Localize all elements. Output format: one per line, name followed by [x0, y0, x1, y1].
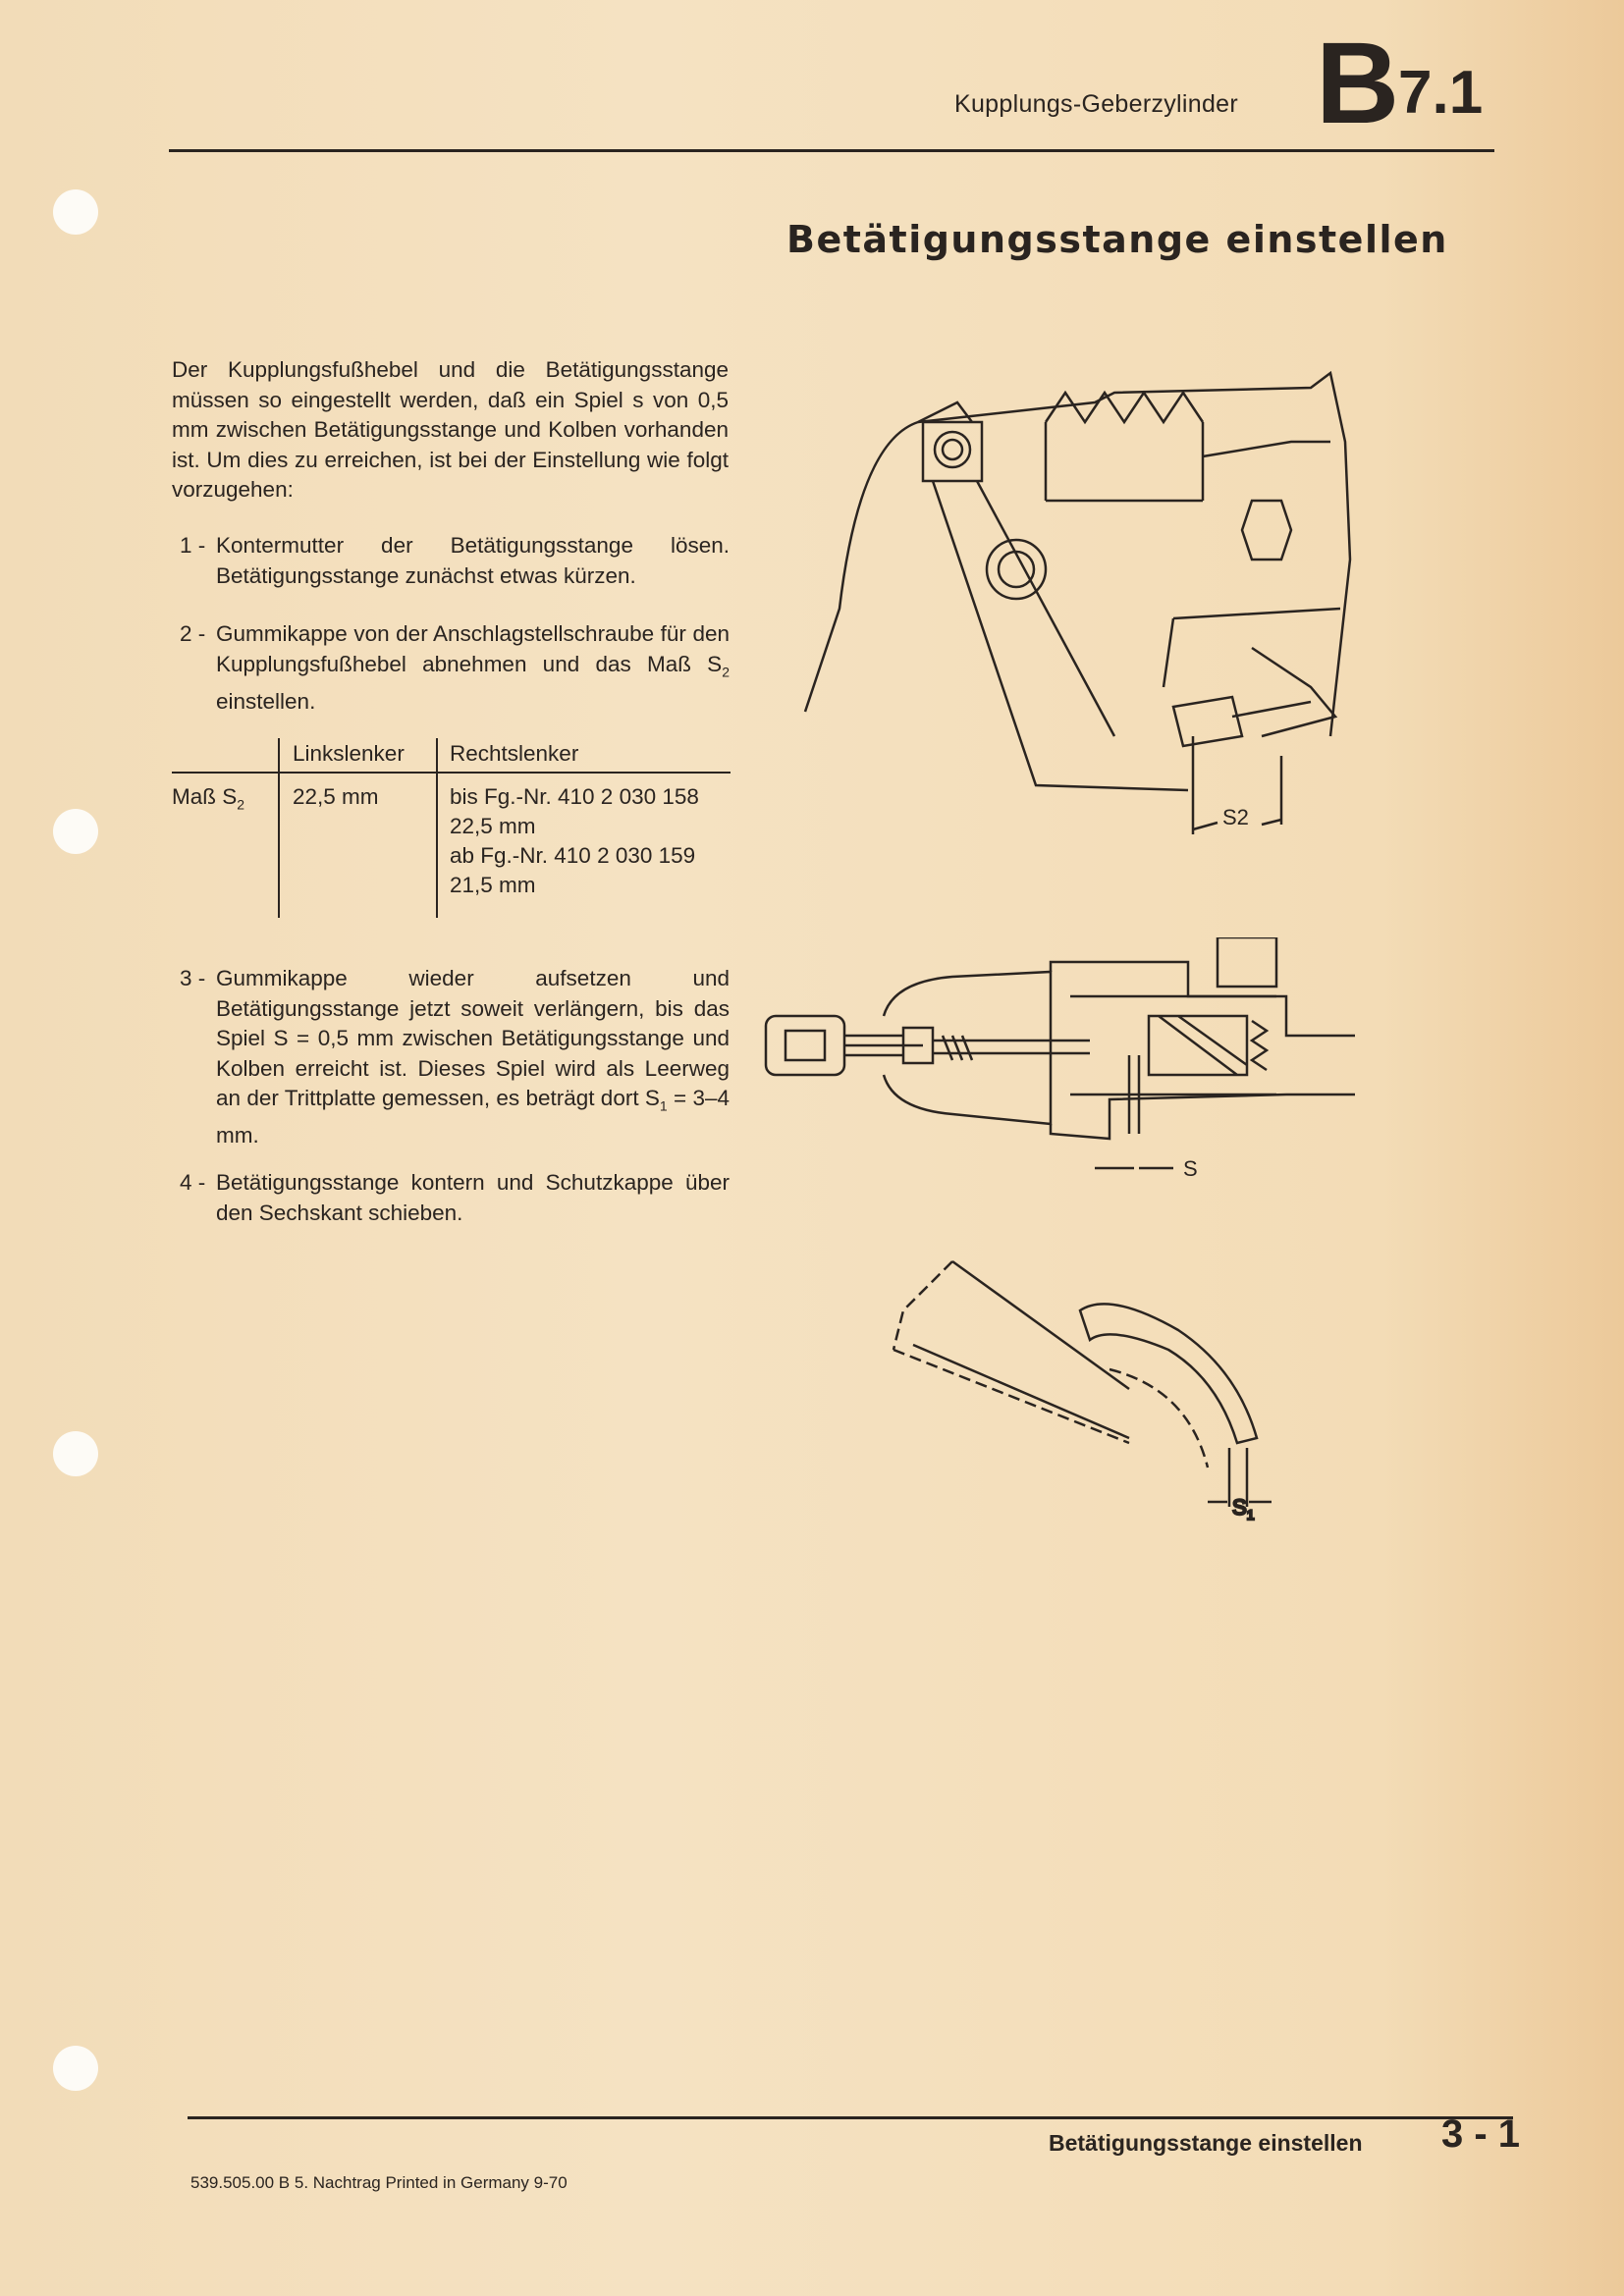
- footer-rule: [188, 2116, 1513, 2119]
- row-label: Maß $S_2$: [172, 784, 245, 813]
- right-value: 21,5 mm: [450, 873, 536, 897]
- step-number: 3 -: [180, 966, 206, 990]
- right-value: bis Fg.-Nr. 410 2 030 158: [450, 784, 699, 809]
- step-4: [180, 1168, 730, 1228]
- punch-hole: [53, 189, 98, 235]
- table-header-rechtslenker: Rechtslenker: [450, 741, 579, 766]
- print-info: 539.505.00 B 5. Nachtrag Printed in Germany 9-70: [190, 2173, 568, 2192]
- dimension-label-s1: $S_1$: [1232, 1495, 1255, 1522]
- step-text: Gummikappe wieder aufsetzen und Betätigungsstange jetzt soweit verlängern, bis das Spiel S = 0,5 mm zwischen Betätigungsstange und Kolben erreicht ist. Dieses Spiel wird als Leerweg an der Trittplatte gemessen, es beträgt dort $S_1 = 3-4$ mm.: [216, 966, 731, 1148]
- chapter-number: 7.1: [1398, 59, 1484, 127]
- right-value: 22,5 mm: [450, 814, 536, 838]
- punch-hole: [53, 1431, 98, 1476]
- step-number: 4 -: [180, 1170, 206, 1195]
- dimension-label-s2: S2: [1222, 805, 1249, 829]
- footer-title: Betätigungsstange einstellen: [1049, 2130, 1363, 2156]
- page-number: 3 - 1: [1441, 2112, 1521, 2156]
- step-text: Kontermutter der Betätigungsstange lösen. Betätigungsstange zunächst etwas kürzen.: [216, 533, 730, 588]
- step-text: Betätigungsstange kontern und Schutzkappe über den Sechskant schieben.: [216, 1170, 730, 1225]
- page-title: Betätigungsstange einstellen: [786, 218, 1448, 261]
- pedal-plate-diagram: [884, 1252, 1316, 1536]
- pedal-linkage-diagram: [800, 363, 1360, 844]
- step-2: [180, 619, 730, 717]
- section-title: Kupplungs-Geberzylinder: [954, 90, 1239, 118]
- punch-hole: [53, 809, 98, 854]
- step-text: Gummikappe von der Anschlagstellschraube für den Kupplungsfußhebel abnehmen und das Maß $S_2$ einstellen.: [216, 621, 730, 714]
- step-3: [180, 964, 730, 1151]
- punch-hole: [53, 2046, 98, 2091]
- step-number: 1 -: [180, 533, 206, 558]
- step-number: 2 -: [180, 621, 206, 646]
- intro-paragraph: Der Kupplungsfußhebel und die Betätigungsstange müssen so eingestellt werden, daß ein Spiel s von 0,5 mm zwischen Betätigungsstange und Kolben vorhanden ist. Um dies zu erreichen, ist bei der Einstellung wie folgt vorzugehen:: [172, 357, 729, 502]
- master-cylinder-diagram: [756, 937, 1365, 1183]
- dimension-label-s: S: [1183, 1156, 1198, 1181]
- chapter-letter: B: [1316, 19, 1400, 148]
- right-value: ab Fg.-Nr. 410 2 030 159: [450, 843, 696, 868]
- left-value: 22,5 mm: [293, 784, 379, 809]
- step-1: [180, 531, 730, 591]
- table-header-linkslenker: Linkslenker: [293, 741, 405, 766]
- header-rule: [169, 149, 1494, 152]
